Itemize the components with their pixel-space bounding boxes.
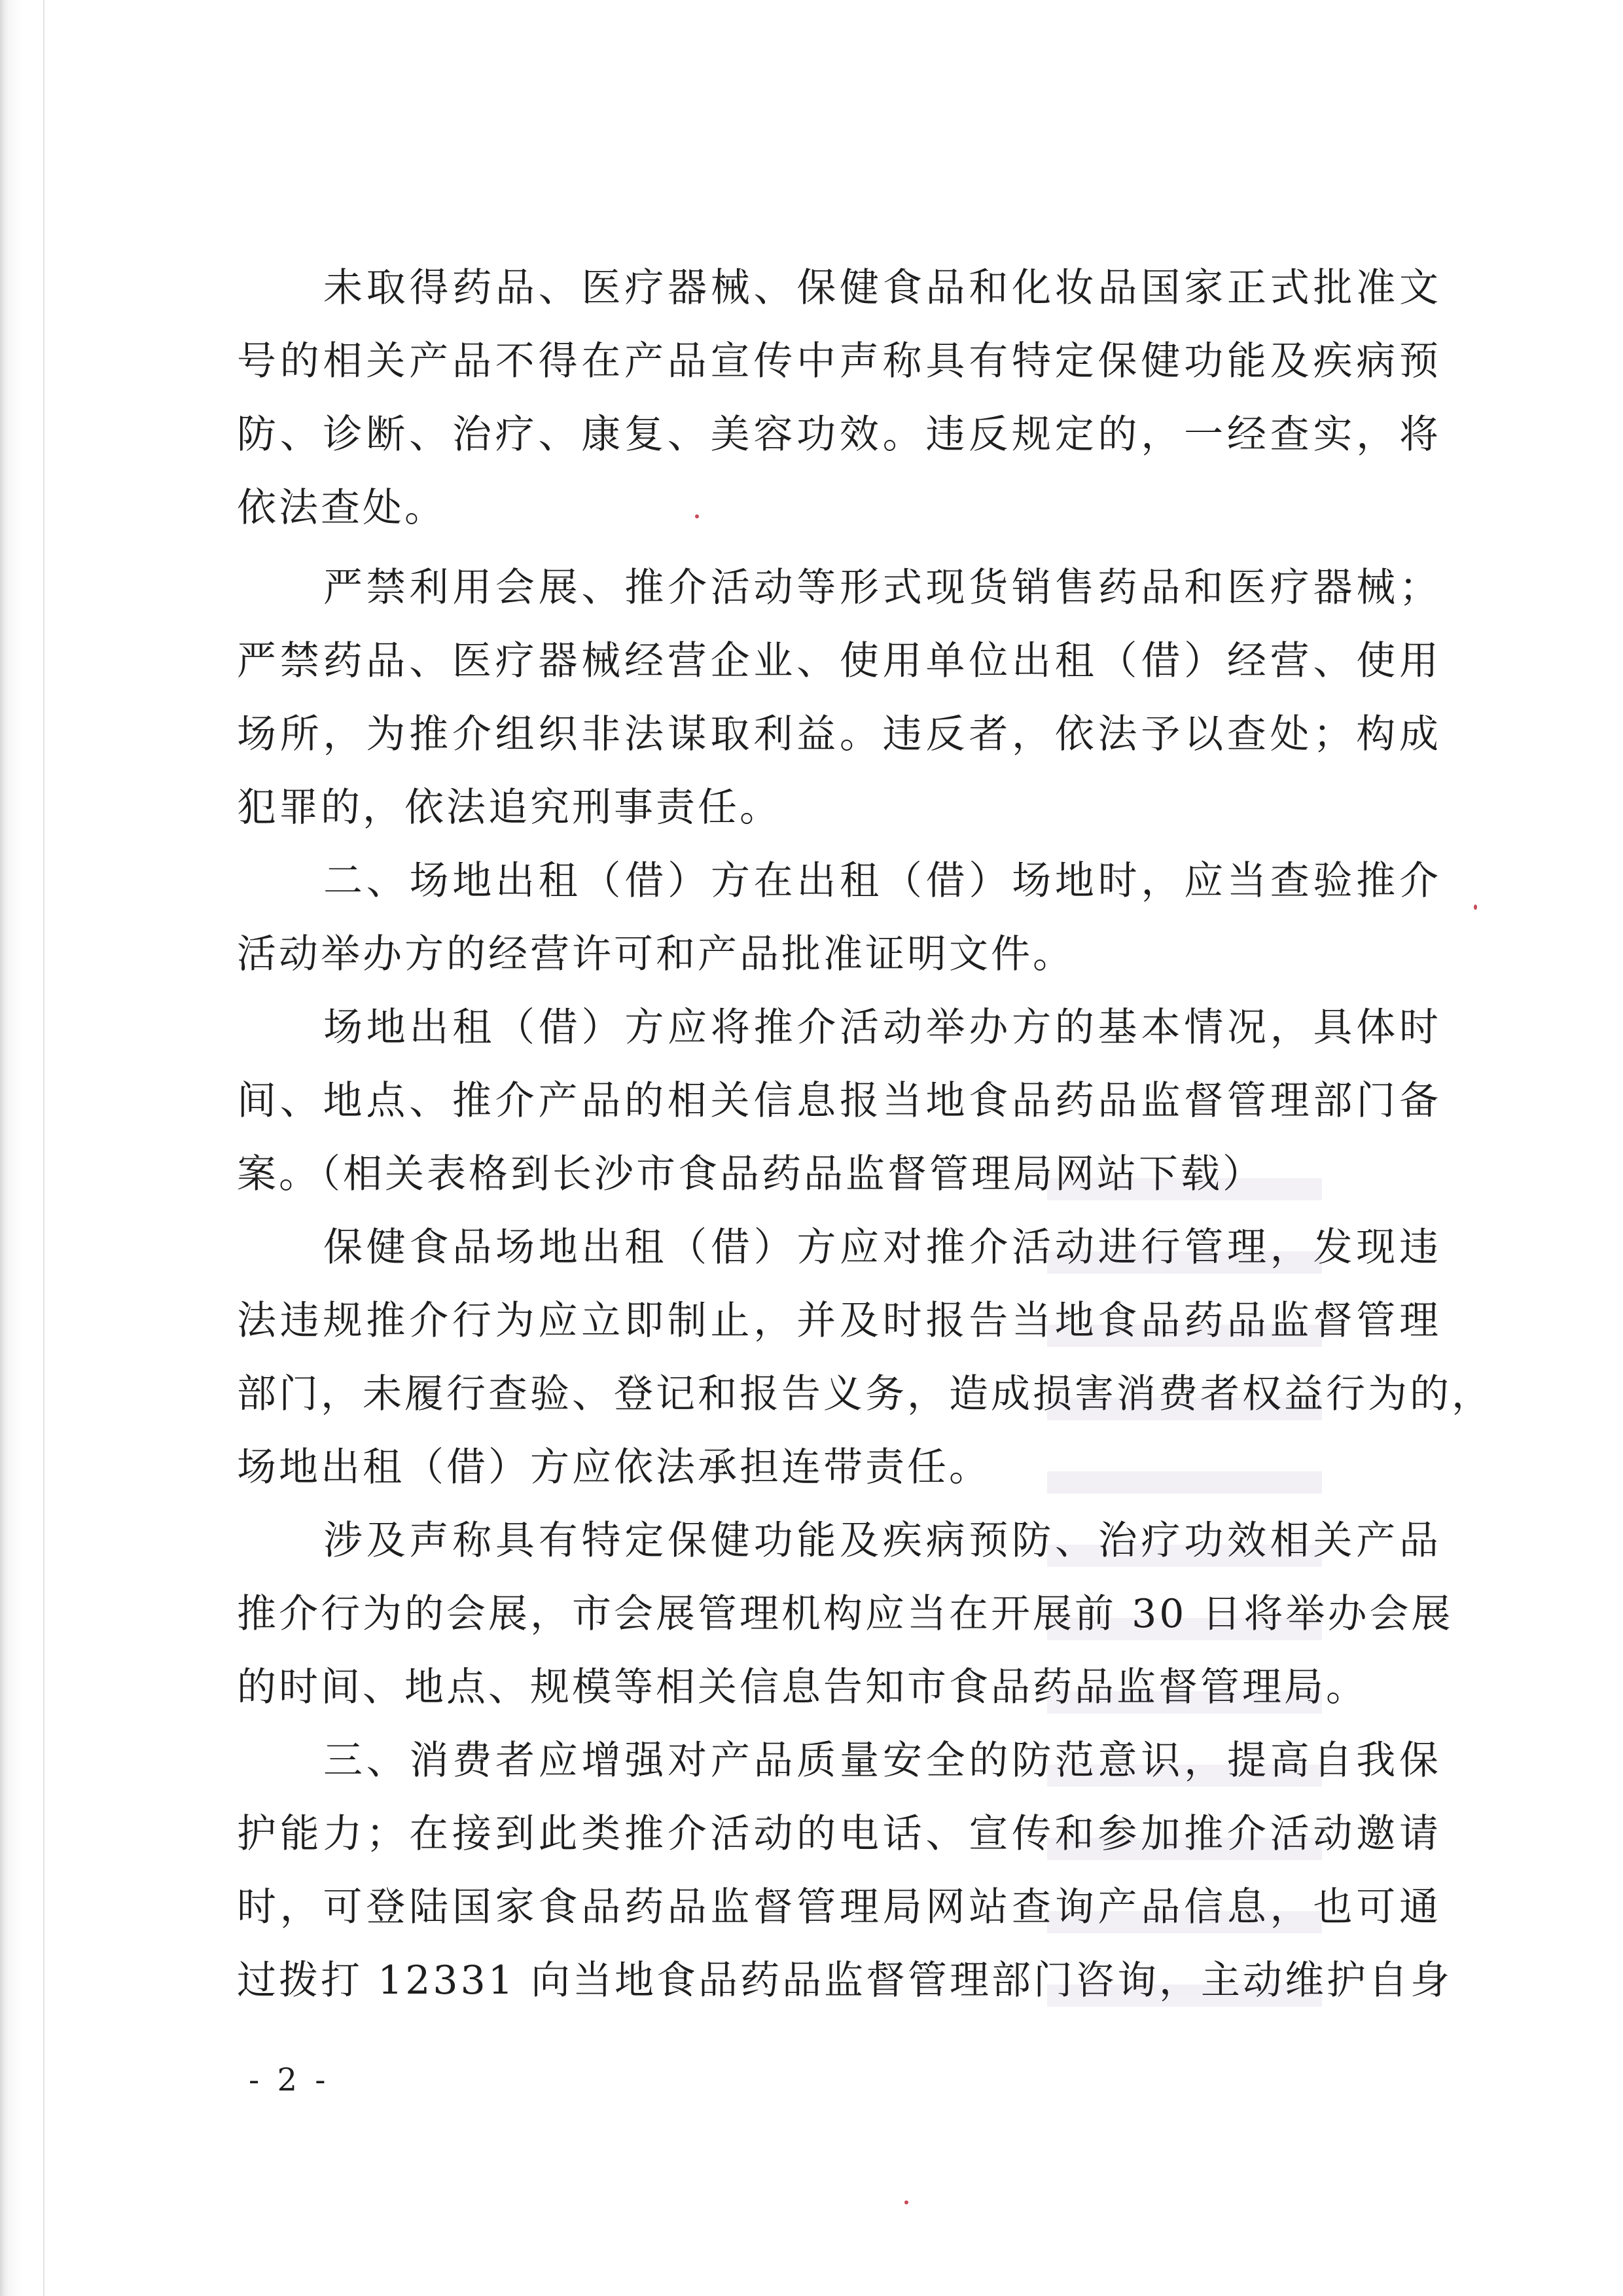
text-line: 时，可登陆国家食品药品监督管理局网站查询产品信息，也可通 bbox=[237, 1884, 1441, 1930]
text-line: 场地出租（借）方应依法承担连带责任。 bbox=[237, 1444, 991, 1490]
text-line: 三、消费者应增强对产品质量安全的防范意识，提高自我保 bbox=[323, 1738, 1441, 1784]
text-line: 严禁药品、医疗器械经营企业、使用单位出租（借）经营、使用 bbox=[237, 638, 1441, 684]
text-line: 的时间、地点、规模等相关信息告知市食品药品监督管理局。 bbox=[237, 1664, 1368, 1710]
scan-speck bbox=[1474, 905, 1477, 910]
text-line: 场所，为推介组织非法谋取利益。违反者，依法予以查处；构成 bbox=[237, 711, 1441, 757]
text-line: 严禁利用会展、推介活动等形式现货销售药品和医疗器械； bbox=[323, 565, 1441, 611]
text-line: 依法查处。 bbox=[237, 485, 446, 531]
text-line: 推介行为的会展，市会展管理机构应当在开展前 30 日将举办会展 bbox=[237, 1591, 1454, 1637]
text-line: 法违规推介行为应立即制止，并及时报告当地食品药品监督管理 bbox=[237, 1298, 1441, 1344]
scan-speck bbox=[695, 514, 699, 518]
text-line: 活动举办方的经营许可和产品批准证明文件。 bbox=[237, 931, 1075, 977]
text-line: 二、场地出租（借）方在出租（借）场地时，应当查验推介 bbox=[323, 858, 1441, 904]
text-line: 防、诊断、治疗、康复、美容功效。违反规定的，一经查实，将 bbox=[237, 412, 1441, 457]
page-number: - 2 - bbox=[249, 2062, 330, 2098]
text-line: 场地出租（借）方应将推介活动举办方的基本情况，具体时 bbox=[323, 1005, 1441, 1050]
text-line: 犯罪的，依法追究刑事责任。 bbox=[237, 785, 781, 831]
text-line: 涉及声称具有特定保健功能及疾病预防、治疗功效相关产品 bbox=[323, 1518, 1441, 1564]
text-line: 未取得药品、医疗器械、保健食品和化妆品国家正式批准文 bbox=[323, 265, 1441, 311]
text-line: 护能力；在接到此类推介活动的电话、宣传和参加推介活动邀请 bbox=[237, 1811, 1441, 1857]
text-line: 过拨打 12331 向当地食品药品监督管理部门咨询，主动维护自身 bbox=[237, 1958, 1453, 2003]
text-line: 间、地点、推介产品的相关信息报当地食品药品监督管理部门备 bbox=[237, 1078, 1441, 1124]
text-line: 部门，未履行查验、登记和报告义务，造成损害消费者权益行为的， bbox=[237, 1371, 1493, 1417]
text-line: 保健食品场地出租（借）方应对推介活动进行管理，发现违 bbox=[323, 1225, 1441, 1270]
scan-speck bbox=[904, 2200, 908, 2204]
text-line: 案。（相关表格到长沙市食品药品监督管理局网站下载） bbox=[237, 1151, 1264, 1197]
text-line: 号的相关产品不得在产品宣传中声称具有特定保健功能及疾病预 bbox=[237, 338, 1441, 384]
